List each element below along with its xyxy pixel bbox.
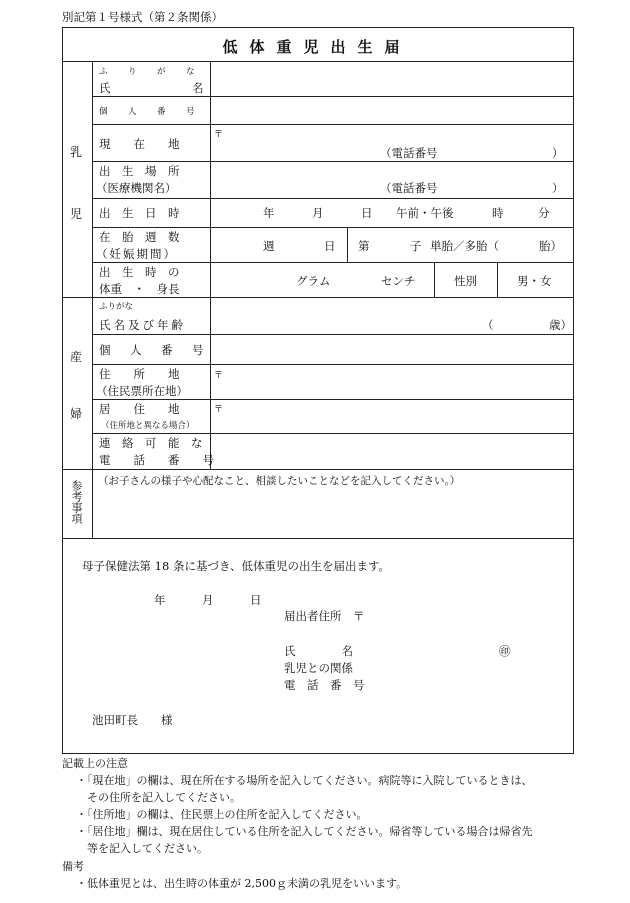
note-item: その住所を記入してください。 bbox=[76, 791, 241, 804]
birthplace-label: 出 生 場 所 bbox=[99, 164, 180, 178]
remarks-field[interactable] bbox=[93, 488, 572, 537]
remarks-heading: 備考 bbox=[62, 860, 84, 873]
birth-datetime-label: 出 生 日 時 bbox=[99, 206, 180, 220]
sex-value[interactable]: 男・女 bbox=[517, 274, 552, 288]
mother-name-age-label: 氏名及び年齢 bbox=[99, 318, 186, 332]
remarks-note-item: ・低体重児とは、出生時の体重が 2,500ｇ未満の乳児をいいます。 bbox=[76, 877, 408, 890]
contact-label-2: 電 話 番 号 bbox=[99, 453, 214, 467]
remarks-hint: （お子さんの様子や心配なこと、相談したいことなどを記入してください。） bbox=[98, 475, 461, 487]
mother-personal-number-field[interactable] bbox=[211, 335, 572, 363]
infant-personal-number-field[interactable] bbox=[211, 97, 572, 123]
mother-section-label-top: 産 bbox=[70, 350, 83, 364]
birth-day-unit: 日 bbox=[361, 206, 373, 220]
birth-month-unit: 月 bbox=[312, 206, 324, 220]
note-item: ・「住所地」の欄は、住民票上の住所を記入してください。 bbox=[76, 808, 368, 821]
note-item: ・「現在地」の欄は、現在所在する場所を記入してください。病院等に入院しているときは、 bbox=[76, 774, 533, 787]
birthplace-sublabel: （医療機関名） bbox=[96, 181, 177, 195]
mother-age-close: 歳） bbox=[549, 318, 572, 332]
residence-postal-mark: 〒 bbox=[214, 405, 224, 415]
gestation-days-unit: 日 bbox=[324, 239, 336, 253]
postal-mark: 〒 bbox=[214, 130, 224, 140]
birth-hour-unit: 時 bbox=[492, 206, 504, 220]
birthplace-phone-label: （電話番号 bbox=[380, 181, 438, 195]
infant-section-label-bottom: 児 bbox=[70, 207, 83, 221]
contact-label-1: 連 絡 可 能 な bbox=[99, 436, 203, 450]
current-address-field[interactable] bbox=[211, 125, 572, 160]
sex-label: 性別 bbox=[454, 274, 477, 288]
birth-order-label: 第 bbox=[358, 239, 370, 253]
mother-address-label: 住 所 地 bbox=[99, 367, 180, 381]
mother-postal-mark: 〒 bbox=[214, 371, 224, 381]
gestation-weeks-unit: 週 bbox=[263, 239, 275, 253]
mother-personal-number-label: 個 人 番 号 bbox=[99, 343, 208, 357]
birthplace-field[interactable] bbox=[211, 162, 572, 197]
residence-label: 居 住 地 bbox=[99, 402, 180, 416]
birthplace-phone-close: ） bbox=[552, 181, 564, 195]
reporter-address-label: 届出者住所 〒 bbox=[284, 609, 365, 623]
infant-section-label-top: 乳 bbox=[70, 145, 83, 159]
measure-label-2: 体重 ・ 身長 bbox=[99, 282, 180, 296]
declaration-year: 年 bbox=[154, 593, 166, 607]
contact-phone-field[interactable] bbox=[211, 434, 572, 468]
multiplicity-unit: 胎） bbox=[539, 239, 562, 253]
seal-mark: ㊞ bbox=[499, 644, 511, 658]
mother-address-field[interactable] bbox=[211, 365, 572, 398]
mother-furigana-label: ふりがな bbox=[99, 302, 134, 312]
birth-order-unit: 子 bbox=[410, 239, 422, 253]
furigana-label: ふ り が な bbox=[99, 67, 201, 77]
gestation-label: 在 胎 週 数 bbox=[99, 230, 180, 244]
note-item: 等を記入してください。 bbox=[76, 842, 208, 855]
residence-field[interactable] bbox=[211, 400, 572, 432]
birth-minute-unit: 分 bbox=[538, 206, 550, 220]
current-address-label: 現 在 地 bbox=[99, 137, 180, 151]
note-item: ・「居住地」欄は、現在居住している住所を記入してください。帰省等している場合は帰省先 bbox=[76, 825, 533, 838]
height-unit: センチ bbox=[381, 274, 416, 288]
phone-close: ） bbox=[552, 146, 564, 160]
declaration-statement: 母子保健法第 18 条に基づき、低体重児の出生を届出ます。 bbox=[82, 559, 391, 573]
infant-name-field[interactable] bbox=[211, 62, 572, 95]
name-label-2: 名 bbox=[192, 81, 204, 95]
mother-name-field[interactable] bbox=[211, 298, 572, 333]
form-title: 低体重児出生届 bbox=[222, 38, 412, 56]
phone-label: （電話番号 bbox=[380, 146, 438, 160]
declaration-month: 月 bbox=[202, 593, 214, 607]
weight-unit: グラム bbox=[296, 274, 331, 288]
residence-sublabel: （住所地と異なる場合） bbox=[101, 421, 195, 431]
name-label-1: 氏 bbox=[99, 81, 111, 95]
relation-label: 乳児との関係 bbox=[284, 661, 353, 675]
reporter-name-label: 氏 名 bbox=[284, 644, 353, 658]
multiplicity[interactable]: 単胎／多胎（ bbox=[430, 239, 499, 253]
gestation-sublabel: （妊娠期間） bbox=[96, 247, 177, 261]
form-designation: 別記第１号様式（第２条関係） bbox=[62, 10, 223, 24]
remarks-label: 参考事項 bbox=[70, 480, 83, 524]
notes-heading: 記載上の注意 bbox=[62, 757, 128, 770]
personal-number-label: 個 人 番 号 bbox=[99, 107, 201, 117]
addressee: 池田町長 様 bbox=[92, 713, 173, 727]
mother-address-sublabel: （住民票所在地） bbox=[96, 384, 188, 398]
mother-age-open: （ bbox=[482, 318, 494, 332]
birth-year-unit: 年 bbox=[263, 206, 275, 220]
birth-ampm[interactable]: 午前・午後 bbox=[396, 206, 454, 220]
reporter-phone-label: 電 話 番 号 bbox=[284, 678, 365, 692]
declaration-day: 日 bbox=[250, 593, 262, 607]
mother-section-label-bottom: 婦 bbox=[70, 407, 83, 421]
measure-label-1: 出 生 時 の bbox=[99, 265, 180, 279]
